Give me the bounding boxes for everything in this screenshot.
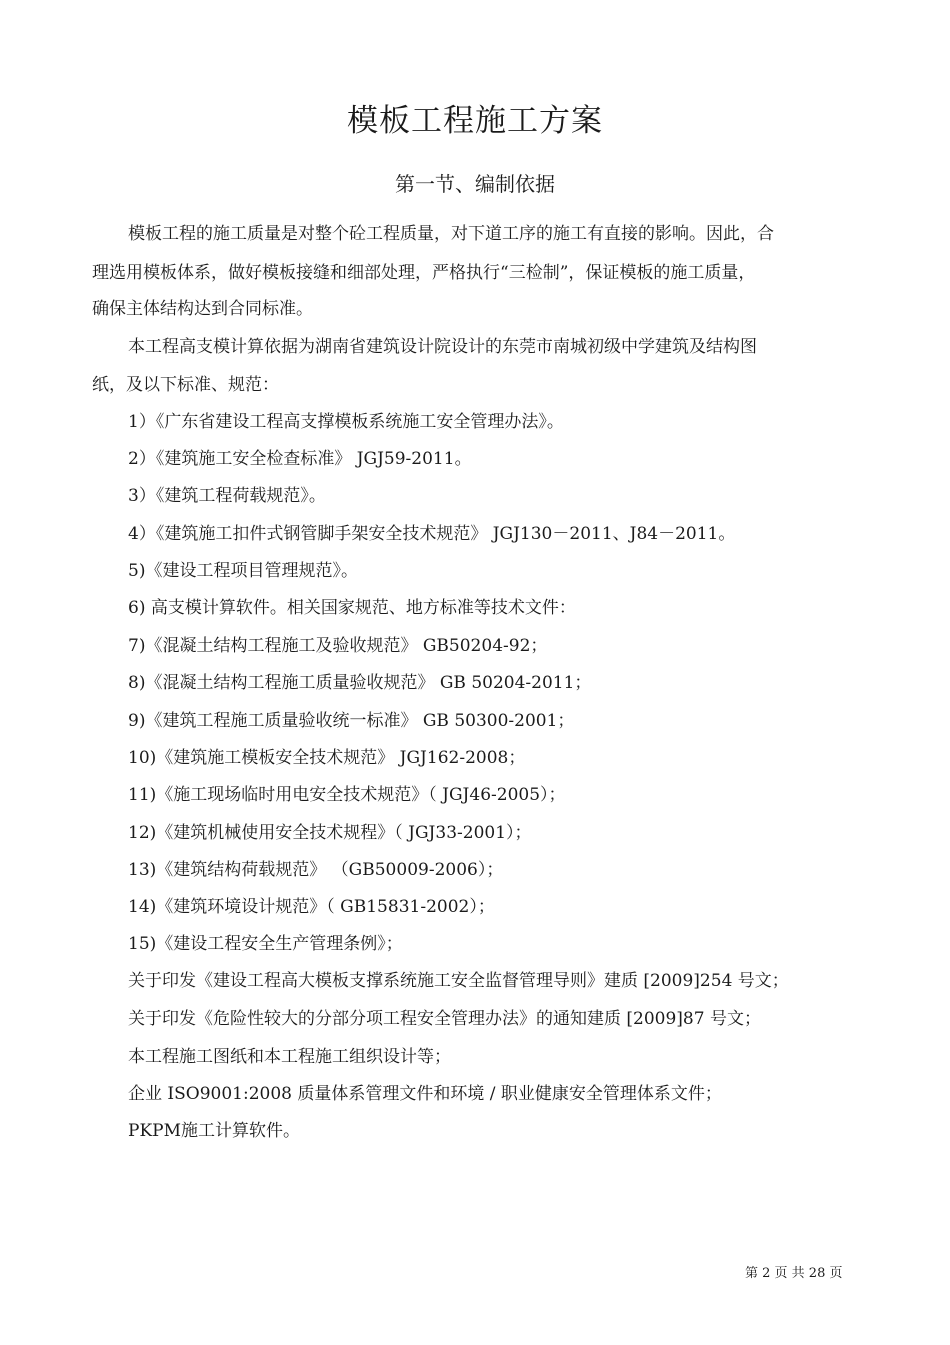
paragraph-line: 模板工程的施工质量是对整个砼工程质量，对下道工序的施工有直接的影响。因此，合 [128, 224, 774, 244]
section-title: 第一节、编制依据 [395, 172, 555, 196]
list-item: 3）《建筑工程荷载规范》。 [128, 486, 326, 506]
list-item: 2）《建筑施工安全检查标准》 JGJ59-2011。 [128, 449, 472, 469]
paragraph-line: 确保主体结构达到合同标准。 [92, 299, 313, 319]
list-item: 4）《建筑施工扣件式钢管脚手架安全技术规范》 JGJ130－2011、J84－2011。 [128, 524, 736, 544]
list-item: PKPM施工计算软件。 [128, 1121, 300, 1141]
list-item: 9)《建筑工程施工质量验收统一标准》 GB 50300-2001； [128, 711, 575, 731]
paragraph-line: 理选用模板体系，做好模板接缝和细部处理，严格执行“三检制”，保证模板的施工质量， [92, 263, 756, 283]
list-item: 13)《建筑结构荷载规范》 （GB50009-2006）； [128, 860, 504, 880]
page-title: 模板工程施工方案 [347, 103, 603, 139]
list-item: 关于印发《建设工程高大模板支撑系统施工安全监督管理导则》建质 [2009]254 号文； [128, 971, 789, 991]
list-item: 7)《混凝土结构工程施工及验收规范》 GB50204-92； [128, 636, 548, 656]
list-item: 15)《建设工程安全生产管理条例》； [128, 934, 403, 954]
list-item: 企业 ISO9001:2008 质量体系管理文件和环境 / 职业健康安全管理体系文件； [128, 1084, 722, 1104]
list-item: 10)《建筑施工模板安全技术规范》 JGJ162-2008； [128, 748, 526, 768]
list-item: 关于印发《危险性较大的分部分项工程安全管理办法》的通知建质 [2009]87 号文； [128, 1009, 761, 1029]
list-item: 11)《施工现场临时用电安全技术规范》（ JGJ46-2005）； [128, 785, 566, 805]
list-item: 6) 高支模计算软件。相关国家规范、地方标准等技术文件： [128, 598, 576, 618]
list-item: 14)《建筑环境设计规范》（ GB15831-2002）； [128, 897, 495, 917]
list-item: 12)《建筑机械使用安全技术规程》（ JGJ33-2001）； [128, 823, 532, 843]
paragraph-line: 本工程高支模计算依据为湖南省建筑设计院设计的东莞市南城初级中学建筑及结构图 [128, 337, 757, 357]
list-item: 本工程施工图纸和本工程施工组织设计等； [128, 1047, 451, 1067]
page-number: 第 2 页 共 28 页 [745, 1266, 843, 1281]
list-item: 1）《广东省建设工程高支撑模板系统施工安全管理办法》。 [128, 412, 564, 432]
list-item: 8)《混凝土结构工程施工质量验收规范》 GB 50204-2011； [128, 673, 592, 693]
paragraph-line: 纸，及以下标准、规范： [92, 375, 279, 395]
list-item: 5)《建设工程项目管理规范》。 [128, 561, 358, 581]
